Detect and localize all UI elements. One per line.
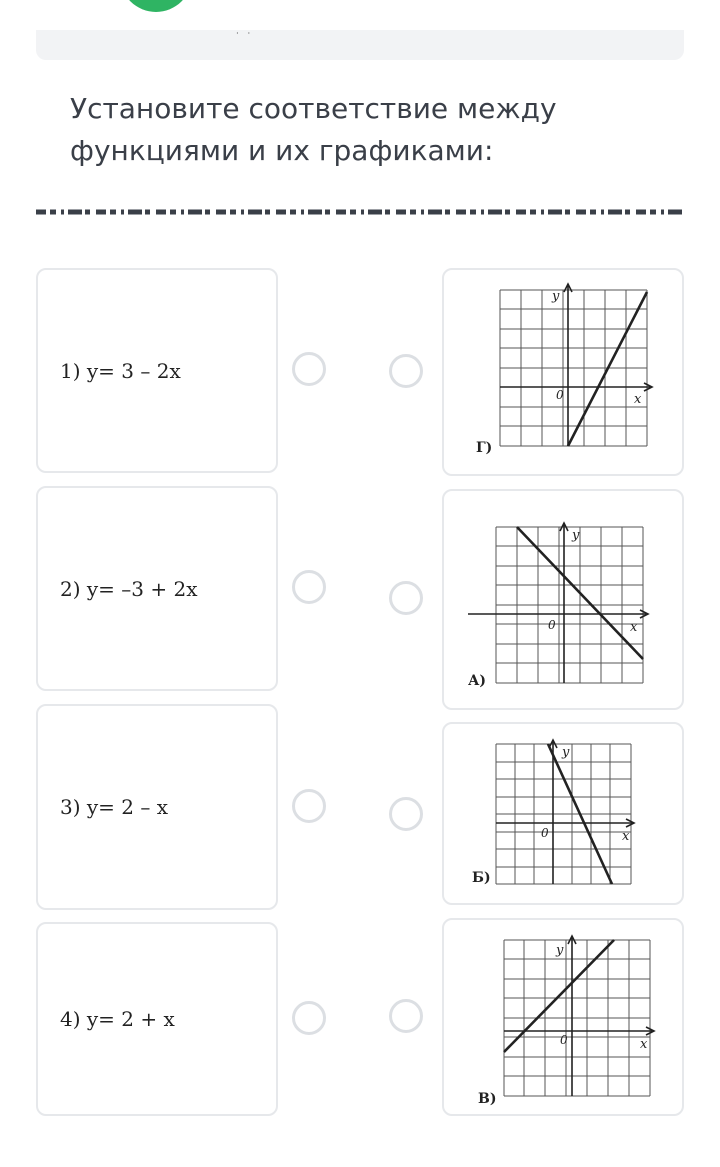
function-card-2 [36,486,278,691]
axis-label-y: y [562,745,570,760]
axis-label-y: y [552,289,560,304]
graph-b-figure [462,730,662,925]
axis-label-x: x [622,829,630,844]
graph-axes [468,523,648,683]
graph-g-figure [462,276,662,471]
graph-card-1 [442,268,684,476]
graph-v-figure [462,926,662,1121]
origin-label: 0 [556,388,564,402]
graph-2-radio[interactable] [389,581,423,615]
graph-axes [504,936,654,1096]
axis-label-x: x [640,1037,648,1052]
origin-label: 0 [560,1033,568,1047]
graph-grid [496,744,631,884]
axis-label-x: x [630,620,638,635]
question-title: Установите соответствие между функциями и их графиками: [70,92,557,167]
status-indicator-icon [120,0,192,12]
function-3-radio[interactable] [292,789,326,823]
graph-letter: Б) [472,870,491,886]
previous-question-panel [36,30,684,60]
graph-letter: А) [468,673,487,689]
graph-letter: Г) [476,440,493,456]
graph-card-2 [442,489,684,710]
clipped-text-icon: ˙ ˙ [236,30,254,44]
function-label: 2) y= –3 + 2x [60,576,198,601]
function-line [568,292,647,446]
graph-card-3 [442,722,684,905]
graph-axes [500,284,652,446]
axis-label-y: y [572,528,580,543]
graph-card-4 [442,918,684,1116]
graph-letter: В) [478,1091,497,1107]
axis-label-y: y [556,943,564,958]
graph-4-radio[interactable] [389,999,423,1033]
function-label: 4) y= 2 + x [60,1007,175,1031]
origin-label: 0 [541,826,549,840]
function-label: 1) y= 3 – 2x [60,358,181,383]
axis-label-x: x [634,392,642,407]
function-card-1 [36,268,278,473]
function-1-radio[interactable] [292,352,326,386]
origin-label: 0 [548,618,556,632]
graph-a-figure [462,497,662,692]
graph-grid [500,290,647,446]
graph-grid [504,940,650,1096]
graph-3-radio[interactable] [389,797,423,831]
graph-1-radio[interactable] [389,354,423,388]
dashed-divider [36,208,684,216]
function-card-3 [36,704,278,910]
function-label: 3) y= 2 – x [60,795,169,819]
function-2-radio[interactable] [292,570,326,604]
function-card-4 [36,922,278,1116]
function-4-radio[interactable] [292,1001,326,1035]
graph-grid [496,527,643,683]
